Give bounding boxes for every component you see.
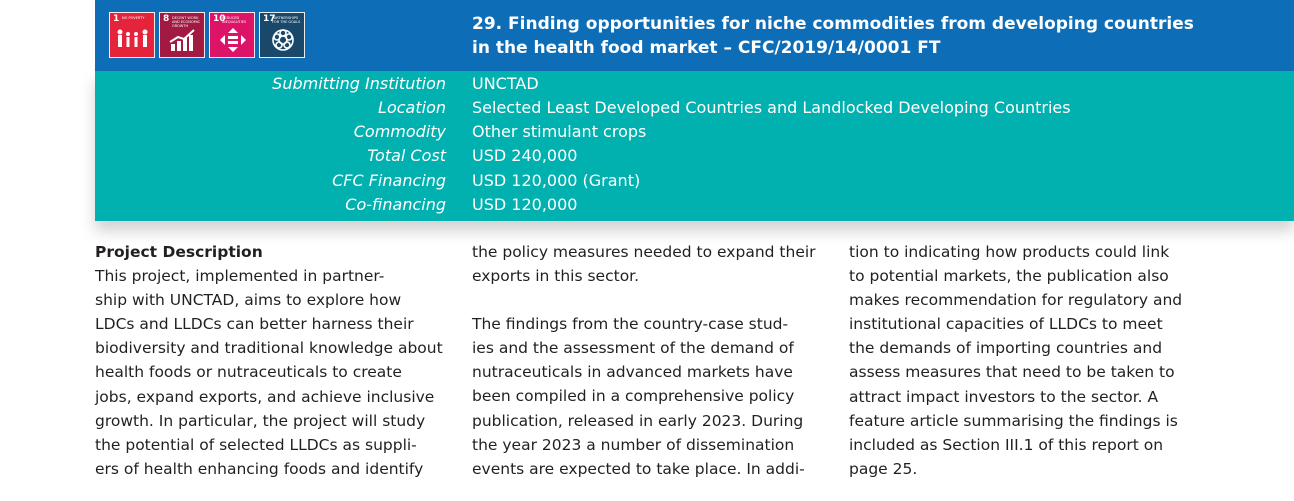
body-line: jobs, expand exports, and achieve inclusive <box>95 387 435 406</box>
detail-label: Commodity <box>353 122 446 141</box>
detail-label: Co-financing <box>345 195 446 214</box>
detail-label: Location <box>378 98 446 117</box>
sdg-label: NO POVERTY <box>122 16 145 20</box>
detail-value: UNCTAD <box>472 74 539 93</box>
body-line: the year 2023 a number of dissemination <box>472 435 795 454</box>
detail-label: CFC Financing <box>332 171 446 190</box>
project-header <box>95 0 1294 71</box>
equality-icon <box>216 28 250 52</box>
detail-row-commodity <box>95 120 1294 144</box>
body-line: to potential markets, the publication also <box>849 267 1169 286</box>
body-line: nutraceuticals in advanced markets have <box>472 363 793 382</box>
detail-label: Total Cost <box>367 146 446 165</box>
sdg-number: 10 <box>213 14 226 24</box>
description-heading: Project Description <box>95 243 263 261</box>
body-line: growth. In particular, the project will study <box>95 411 426 430</box>
detail-value: USD 120,000 (Grant) <box>472 171 641 190</box>
body-line: institutional capacities of LLDCs to meet <box>849 315 1163 334</box>
body-line: exports in this sector. <box>472 267 640 286</box>
detail-value: USD 120,000 <box>472 195 578 214</box>
sdg-1-badge <box>109 12 155 58</box>
body-line: ies and the assessment of the demand of <box>472 339 794 358</box>
body-line: the demands of importing countries and <box>849 339 1163 358</box>
body-line: health foods or nutraceuticals to create <box>95 363 402 382</box>
body-line: makes recommendation for regulatory and <box>849 291 1183 310</box>
description-column-2 <box>472 240 816 481</box>
detail-value: Other stimulant crops <box>472 122 647 141</box>
project-title-line: in the health food market – CFC/2019/14/0001 FT <box>472 38 941 58</box>
detail-row-cfc-financing <box>95 169 1294 193</box>
body-line: included as Section III.1 of this report on <box>849 435 1164 454</box>
detail-value: USD 240,000 <box>472 146 578 165</box>
body-line: tion to indicating how products could link <box>849 243 1170 261</box>
description-column-1 <box>95 240 443 481</box>
sdg-number: 1 <box>113 14 120 24</box>
detail-row-location <box>95 96 1294 120</box>
detail-row-total-cost <box>95 144 1294 168</box>
body-line: This project, implemented in partner- <box>95 267 385 286</box>
body-line: feature article summarising the findings is <box>849 411 1178 430</box>
sdg-number: 17 <box>263 14 276 24</box>
body-line: ers of health enhancing foods and identify <box>95 459 424 478</box>
description-column-3 <box>849 240 1182 481</box>
paragraph-gap <box>472 288 816 312</box>
body-line: been compiled in a comprehensive policy <box>472 387 795 406</box>
project-title-line: 29. Finding opportunities for niche commodities from developing countries <box>472 14 1194 34</box>
body-line: page 25. <box>849 459 918 478</box>
body-line: the potential of selected LLDCs as suppli- <box>95 435 417 454</box>
detail-value: Selected Least Developed Countries and Landlocked Developing Countries <box>472 98 1071 117</box>
growth-chart-icon <box>166 28 200 52</box>
sdg-17-badge <box>259 12 305 58</box>
sdg-label: DECENT WORK AND ECONOMIC GROWTH <box>172 16 201 28</box>
body-line: publication, released in early 2023. During <box>472 411 804 430</box>
detail-row-institution <box>95 72 1294 96</box>
family-icon <box>116 28 150 52</box>
detail-row-co-financing <box>95 193 1294 217</box>
body-line: LDCs and LLDCs can better harness their <box>95 315 414 334</box>
sdg-label: PARTNERSHIPS FOR THE GOALS <box>272 16 301 24</box>
project-details-panel <box>95 71 1294 221</box>
body-line: assess measures that need to be taken to <box>849 363 1175 382</box>
body-line: The findings from the country-case stud- <box>472 315 789 334</box>
body-line: attract impact investors to the sector. A <box>849 387 1159 406</box>
sdg-8-badge <box>159 12 205 58</box>
sdg-label: REDUCED INEQUALITIES <box>222 16 247 24</box>
sdg-10-badge <box>209 12 255 58</box>
project-title <box>472 12 1252 60</box>
body-line: events are expected to take place. In addi- <box>472 459 805 478</box>
flower-ring-icon <box>266 28 300 52</box>
sdg-icons <box>109 12 305 58</box>
detail-label: Submitting Institution <box>272 74 446 93</box>
body-line: biodiversity and traditional knowledge about <box>95 339 443 358</box>
body-line: ship with UNCTAD, aims to explore how <box>95 291 402 310</box>
body-line: the policy measures needed to expand their <box>472 243 816 261</box>
sdg-number: 8 <box>163 14 170 24</box>
